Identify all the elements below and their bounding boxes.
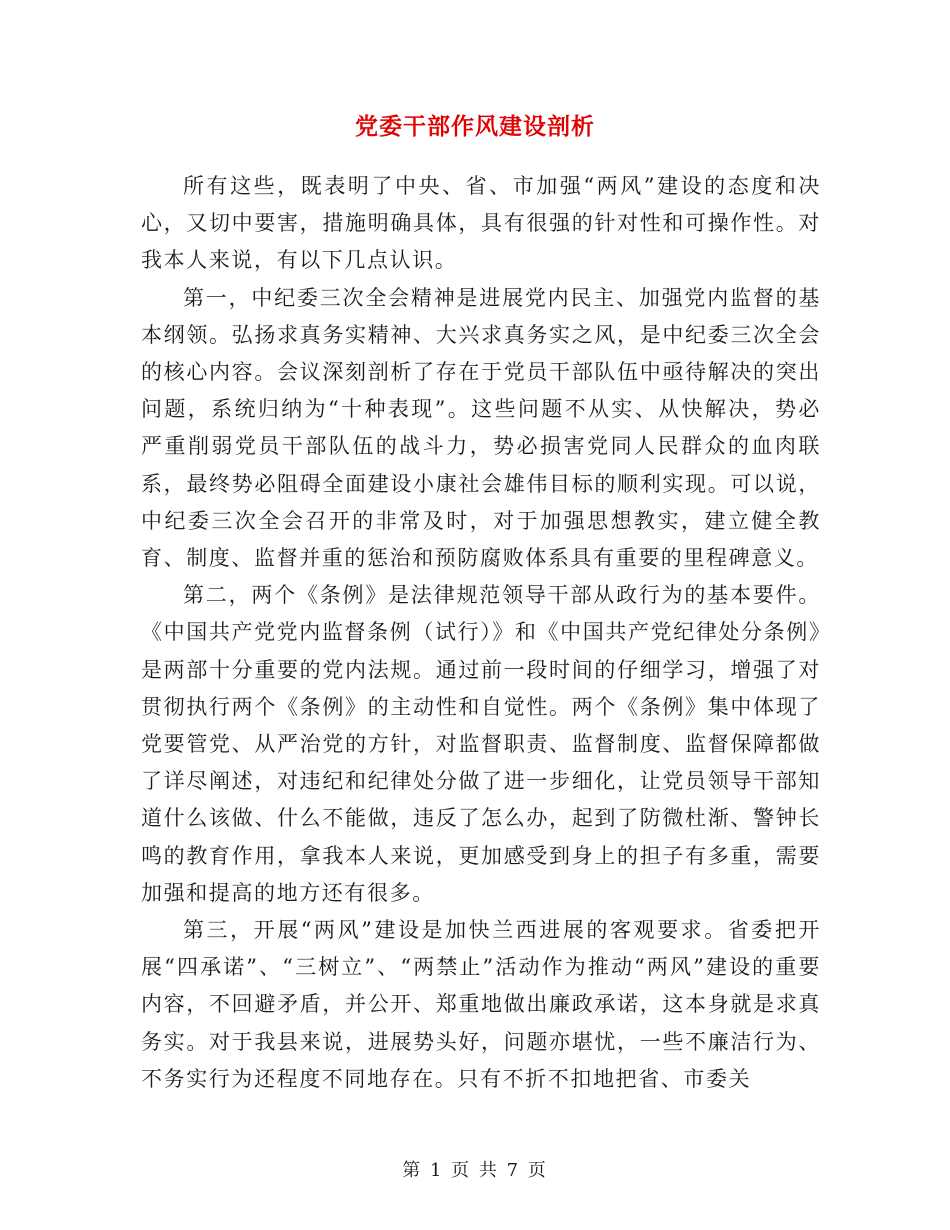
page-number-footer: 第 1 页 共 7 页	[402, 1160, 548, 1181]
document-title: 党委干部作风建设剖析	[355, 113, 595, 140]
paragraph-second: 第二，两个《条例》是法律规范领导干部从政行为的基本要件。《中国共产党党内监督条例（试行）》和《中国共产党纪律处分条例》是两部十分重要的党内法规。通过前一段时间的仔细学习，增强了对贯彻执行两个《条例》的主动性和自觉性。两个《条例》集中体现了党要管党、从严治党的方针，对监督职责、监督制度、监督保障都做了详尽阐述，对违纪和纪律处分做了进一步细化，让党员领导干部知道什么该做、什么不能做，违反了怎么办，起到了防微杜渐、警钟长鸣的教育作用，拿我本人来说，更加感受到身上的担子有多重，需要加强和提高的地方还有很多。	[141, 583, 821, 905]
paragraph-first: 第一，中纪委三次全会精神是进展党内民主、加强党内监督的基本纲领。弘扬求真务实精神、大兴求真务实之风，是中纪委三次全会的核心内容。会议深刻剖析了存在于党员干部队伍中亟待解决的突出问题，系统归纳为“十种表现”。这些问题不从实、从快解决，势必严重削弱党员干部队伍的战斗力，势必损害党同人民群众的血肉联系，最终势必阻碍全面建设小康社会雄伟目标的顺利实现。可以说，中纪委三次全会召开的非常及时，对于加强思想教实，建立健全教育、制度、监督并重的惩治和预防腐败体系具有重要的里程碑意义。	[141, 285, 821, 571]
document-body	[141, 168, 821, 1098]
paragraph-third: 第三，开展“两风”建设是加快兰西进展的客观要求。省委把开展“四承诺”、“三树立”、“两禁止”活动作为推动“两风”建设的重要内容，不回避矛盾，并公开、郑重地做出廉政承诺，这本身就是求真务实。对于我县来说，进展势头好，问题亦堪忧，一些不廉洁行为、不务实行为还程度不同地存在。只有不折不扣地把省、市委关	[141, 918, 821, 1091]
paragraph-intro: 所有这些，既表明了中央、省、市加强“两风”建设的态度和决心，又切中要害，措施明确具体，具有很强的针对性和可操作性。对我本人来说，有以下几点认识。	[141, 174, 821, 273]
